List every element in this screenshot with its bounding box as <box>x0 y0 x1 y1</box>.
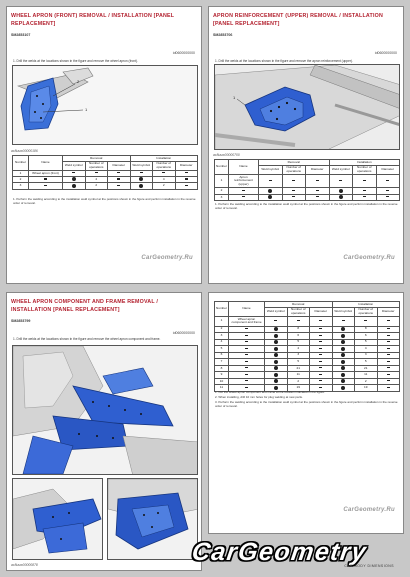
manual-page-4 <box>208 292 404 534</box>
wheel-apron-frame-figure-top <box>12 345 198 475</box>
table-row: 3 2 2 <box>13 183 198 190</box>
table-row: 1 Apron reinforcement (upper) <box>215 175 400 188</box>
table-row: 3 6 6 <box>215 333 400 340</box>
wheel-apron-front-figure <box>12 65 198 145</box>
header-installation: Installation <box>332 302 400 308</box>
table-row: 9 11 11 <box>215 372 400 379</box>
table-row: 6 3 3 <box>215 352 400 359</box>
cargeometry-logo <box>192 538 402 572</box>
header-removal: Removal <box>63 156 131 162</box>
detail-figure-left <box>12 478 103 560</box>
table-row: 5 4 4 <box>215 346 400 353</box>
section-code: SM2853107 <box>11 33 31 37</box>
header-name: Name <box>229 302 265 317</box>
table-row: 10 2 2 <box>215 378 400 385</box>
table-row: 11 19 19 <box>215 385 400 392</box>
manual-page-3 <box>6 292 202 571</box>
procedure-note-2: 2. When installing, drill 10 mm holes for plug welding at new parts. <box>215 395 303 399</box>
figure-caption: ac8uuw00000186 <box>11 149 38 153</box>
section-code: SM2853706 <box>213 33 233 37</box>
detail-figure-right <box>107 478 198 560</box>
header-installation: Installation <box>130 156 198 162</box>
header-diameter: Diameter <box>175 161 198 170</box>
table-row: 3 <box>215 194 400 201</box>
table-row: 2 8 8 <box>215 326 400 333</box>
svg-text:1: 1 <box>233 95 236 100</box>
table-row: 7 5 5 <box>215 359 400 366</box>
procedure-step: 1. Drill the welds at the locations shown in the figure and remove the wheel apron component and frame. <box>13 337 161 341</box>
svg-text:2: 2 <box>77 79 80 84</box>
weld-table: Number Name Removal Installation Weld symbol Number of operations Diameter Weld symbol Number of operations Diameter 1 Wheel apron component and frame 2 8 8 3 6 6 4 5 5 5 4 4 6 3 3 7 5 5 8 21 21 9 11 11 10 2 2 11 19 19 <box>214 301 400 392</box>
table-row: 8 21 21 <box>215 365 400 372</box>
table-row: 2 <box>215 188 400 195</box>
svg-text:1: 1 <box>85 107 88 112</box>
header-name: Name <box>29 156 63 171</box>
table-row: 4 5 5 <box>215 339 400 346</box>
manual-page-2 <box>208 6 404 284</box>
header-removal: Removal <box>265 302 333 308</box>
watermark: CarGeometry.Ru <box>141 255 193 261</box>
figure-caption: ac8uuw00000878 <box>11 563 38 567</box>
reference-id: id0600000000 <box>374 51 397 55</box>
section-code: SM2853799 <box>11 319 31 323</box>
header-num-ops: Number of operations <box>85 161 108 170</box>
table-row: 1 Wheel apron component and frame <box>215 317 400 326</box>
weld-table <box>12 155 198 190</box>
header-number: Number <box>13 156 29 171</box>
procedure-note-3: 3. Perform the welding according to the installation weld symbol at the positions shown in the figure and perform installation in the reverse order of removal. <box>215 400 398 408</box>
header-num-ops: Number of operations <box>153 161 176 170</box>
manual-page-1 <box>6 6 202 284</box>
installation-note: 1. Perform the welding according to the installation weld symbol at the positions shown in the figure and perform installation in the reverse order of removal. <box>13 197 196 205</box>
figure-caption: ac8uuw00000700 <box>213 153 240 157</box>
procedure-note-1: 1. Cut the wheel apron component and frame at the location indicated in the figure. <box>215 390 325 394</box>
reference-id: id0600000000 <box>172 331 195 335</box>
procedure-step: 1. Drill the welds at the locations shown in the figure and remove the apron reinforcement (upper). <box>215 59 353 63</box>
brand-subtitle: CAR BODY DIMENSIONS <box>344 564 394 568</box>
header-weld-symbol: Weld symbol <box>63 161 86 170</box>
installation-note: 1. Perform the welding according to the installation weld symbol at the positions shown in the figure and perform installation in the reverse order of removal. <box>215 202 398 210</box>
procedure-step: 1. Drill the welds at the locations shown in the figure and remove the wheel apron (front). <box>13 59 138 63</box>
header-removal: Removal <box>259 160 330 166</box>
apron-reinforcement-figure <box>214 64 400 150</box>
header-diameter: Diameter <box>108 161 131 170</box>
header-number: Number <box>215 160 229 175</box>
table-row: 1 Wheel apron (front) <box>13 171 198 177</box>
page-title: WHEEL APRON COMPONENT AND FRAME REMOVAL / INSTALLATION [PANEL REPLACEMENT] <box>11 299 158 313</box>
header-weld-symbol: Weld symbol <box>130 161 153 170</box>
page-title: APRON REINFORCEMENT (UPPER) REMOVAL / INSTALLATION [PANEL REPLACEMENT] <box>213 13 383 27</box>
weld-table: Number Name Removal Installation Weld symbol Number of operations Diameter Weld symbol Number of operations Diameter 1 Apron reinforcement (upper) 2 3 <box>214 159 400 201</box>
header-number: Number <box>215 302 229 317</box>
reference-id: id0600000000 <box>172 51 195 55</box>
page-title: WHEEL APRON (FRONT) REMOVAL / INSTALLATION [PANEL REPLACEMENT] <box>11 13 175 27</box>
brand-name: CarGeometry <box>190 538 369 566</box>
table-row: 2 4 4 <box>13 176 198 183</box>
watermark: CarGeometry.Ru <box>343 255 395 261</box>
header-name: Name <box>229 160 259 175</box>
header-installation: Installation <box>329 160 400 166</box>
watermark: CarGeometry.Ru <box>343 507 395 513</box>
